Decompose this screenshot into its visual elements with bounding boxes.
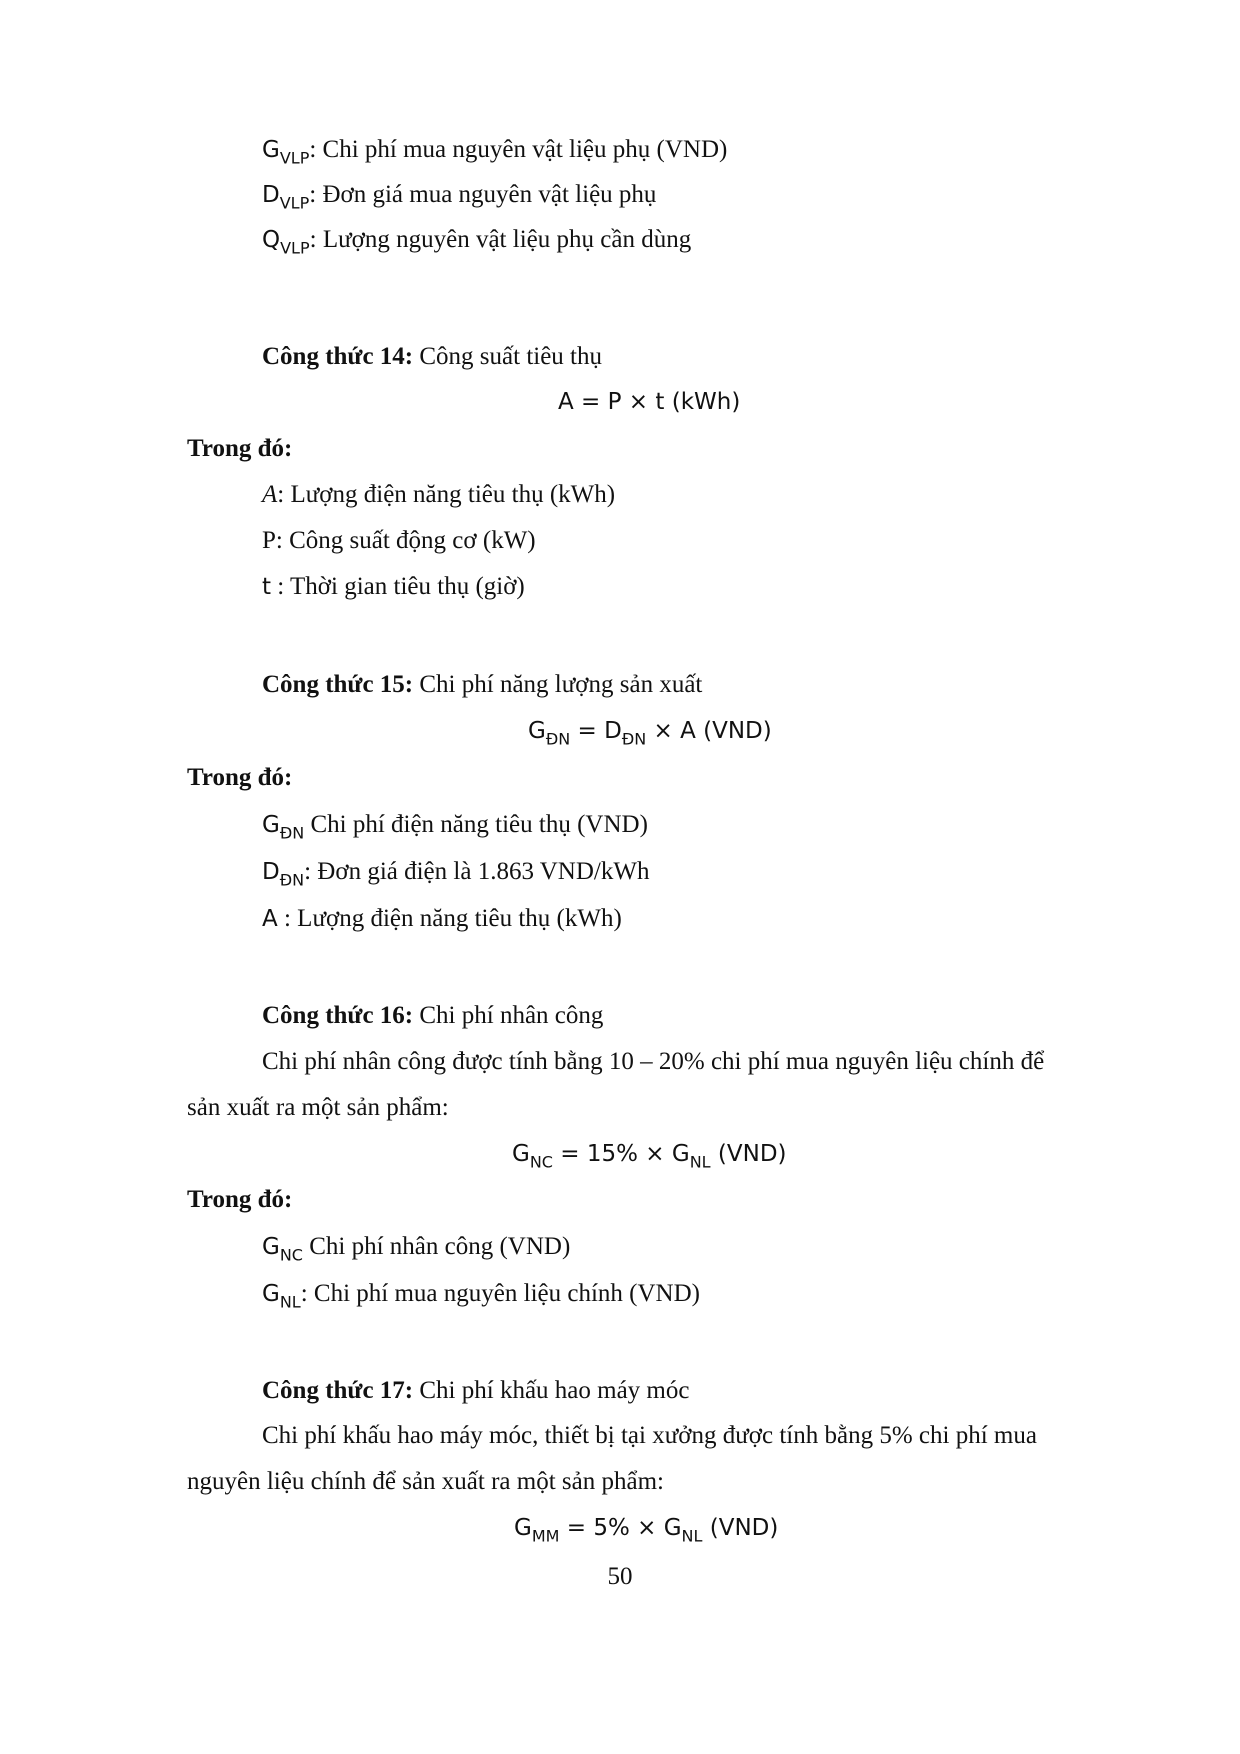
def-a: A: Lượng điện năng tiêu thụ (kWh) (262, 481, 616, 508)
formula-17-heading: Công thức 17: Chi phí khấu hao máy móc (262, 1377, 690, 1404)
def-g-vlp: $G_{VLP}$: Chi phí mua nguyên vật liệu phụ (VND) (262, 136, 728, 168)
trong-do-label: Trong đó: (187, 1186, 293, 1213)
def-g-dn: $G_{ĐN}$ Chi phí điện năng tiêu thụ (VND) (262, 811, 648, 843)
def-g-nl: $G_{NL}$: Chi phí mua nguyên liệu chính (VND) (262, 1280, 700, 1312)
formula-16-paragraph-line1: Chi phí nhân công được tính bằng 10 – 20% chi phí mua nguyên liệu chính để (262, 1048, 1045, 1075)
formula-17-paragraph-line2: nguyên liệu chính để sản xuất ra một sản phẩm: (187, 1468, 664, 1495)
formula-14-equation: A = P × t (kWh) (558, 389, 741, 415)
trong-do-label: Trong đó: (187, 435, 293, 462)
formula-14-heading: Công thức 14: Công suất tiêu thụ (262, 343, 603, 370)
formula-17-paragraph-line1: Chi phí khấu hao máy móc, thiết bị tại xưởng được tính bằng 5% chi phí mua (262, 1422, 1037, 1449)
formula-15-heading: Công thức 15: Chi phí năng lượng sản xuất (262, 671, 703, 698)
def-t: t : Thời gian tiêu thụ (giờ) (262, 573, 525, 600)
def-d-dn: $D_{ĐN}$: Đơn giá điện là 1.863 VND/kWh (262, 858, 650, 890)
trong-do-label: Trong đó: (187, 764, 293, 791)
def-q-vlp: $Q_{VLP}$: Lượng nguyên vật liệu phụ cần dùng (262, 226, 692, 258)
page-number: 50 (607, 1563, 633, 1590)
formula-17-equation: $G_{MM} = 5\% \times G_{NL}$ (VND) (514, 1515, 779, 1546)
def-d-vlp: $D_{VLP}$: Đơn giá mua nguyên vật liệu phụ (262, 181, 657, 213)
formula-16-equation: $G_{NC} = 15\% \times G_{NL}$ (VND) (512, 1141, 787, 1172)
def-g-nc: $G_{NC}$ Chi phí nhân công (VND) (262, 1233, 571, 1265)
formula-16-heading: Công thức 16: Chi phí nhân công (262, 1002, 604, 1029)
def-p: P: Công suất động cơ (kW) (262, 527, 536, 554)
formula-16-paragraph-line2: sản xuất ra một sản phẩm: (187, 1094, 449, 1121)
formula-15-equation: $G_{ĐN} = D_{ĐN} \times A$ (VND) (528, 718, 772, 749)
def-a-energy: A : Lượng điện năng tiêu thụ (kWh) (262, 905, 622, 932)
